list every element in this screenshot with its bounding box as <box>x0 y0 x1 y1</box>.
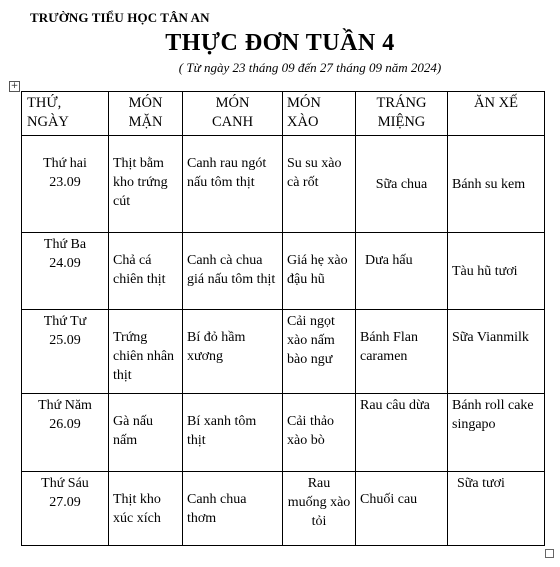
xao-cell: Cải ngọt xào nấm bào ngư <box>283 310 356 394</box>
an-xe-cell: Bánh su kem <box>448 136 545 233</box>
weekly-menu-table <box>21 91 545 546</box>
xao-cell: Su su xào cà rốt <box>283 136 356 233</box>
man-cell: Gà nấu nấm <box>109 394 183 472</box>
header-day: THỨ, NGÀY <box>22 92 109 136</box>
an-xe-cell: Sữa Vianmilk <box>448 310 545 394</box>
trang-mieng-cell: Rau câu dừa <box>356 394 448 472</box>
header-canh: MÓN CANH <box>183 92 283 136</box>
trang-mieng-cell: Dưa hấu <box>356 233 448 310</box>
canh-cell: Canh rau ngót nấu tôm thịt <box>183 136 283 233</box>
trang-mieng-cell: Chuối cau <box>356 472 448 546</box>
table-row <box>22 310 545 394</box>
trang-mieng-cell: Sữa chua <box>356 136 448 233</box>
trang-mieng-cell: Bánh Flan caramen <box>356 310 448 394</box>
header-trang-mieng: TRÁNG MIỆNG <box>356 92 448 136</box>
day-cell: Thứ Sáu 27.09 <box>22 472 109 546</box>
header-an-xe: ĂN XẾ <box>448 92 545 136</box>
canh-cell: Canh chua thơm <box>183 472 283 546</box>
school-name: TRƯỜNG TIỂU HỌC TÂN AN <box>30 10 210 25</box>
man-cell: Thịt kho xúc xích <box>109 472 183 546</box>
canh-cell: Bí xanh tôm thịt <box>183 394 283 472</box>
man-cell: Chả cá chiên thịt <box>109 233 183 310</box>
table-resize-handle-icon[interactable] <box>545 549 554 558</box>
an-xe-cell: Tàu hũ tươi <box>448 233 545 310</box>
xao-cell: Giá hẹ xào đậu hũ <box>283 233 356 310</box>
date-range: ( Từ ngày 23 tháng 09 đến 27 tháng 09 năm 2024) <box>178 60 442 75</box>
table-move-handle-icon[interactable]: + <box>10 81 19 91</box>
table-row <box>22 233 545 310</box>
day-cell: Thứ Tư 25.09 <box>22 310 109 394</box>
canh-cell: Canh cà chua giá nấu tôm thịt <box>183 233 283 310</box>
header-man: MÓN MẶN <box>109 92 183 136</box>
day-cell: Thứ Ba 24.09 <box>22 233 109 310</box>
man-cell: Trứng chiên nhân thịt <box>109 310 183 394</box>
table-row <box>22 136 545 233</box>
day-cell: Thứ Năm 26.09 <box>22 394 109 472</box>
man-cell: Thịt bằm kho trứng cút <box>109 136 183 233</box>
an-xe-cell: Bánh roll cake singapo <box>448 394 545 472</box>
canh-cell: Bí đỏ hầm xương <box>183 310 283 394</box>
table-row <box>22 394 545 472</box>
xao-cell: Cải thảo xào bò <box>283 394 356 472</box>
table-row <box>22 472 545 546</box>
an-xe-cell: Sữa tươi <box>448 472 545 546</box>
day-cell: Thứ hai 23.09 <box>22 136 109 233</box>
menu-title: THỰC ĐƠN TUẦN 4 <box>165 30 395 56</box>
xao-cell: Rau muống xào tỏi <box>283 472 356 546</box>
header-xao: MÓN XÀO <box>283 92 356 136</box>
table-header-row <box>22 92 545 136</box>
